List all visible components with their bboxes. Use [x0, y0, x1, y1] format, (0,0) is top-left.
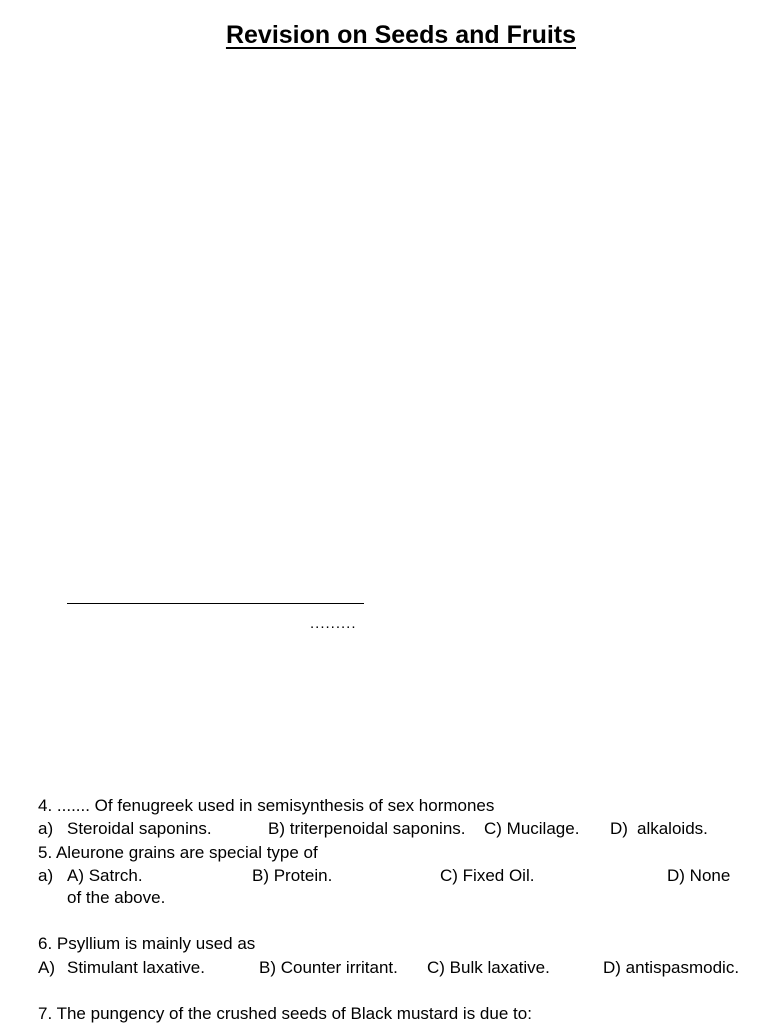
- page-title: [0, 18, 768, 52]
- question-6-option-a-marker: A): [38, 958, 55, 977]
- question-4-option-d-marker: D): [610, 819, 628, 838]
- question-7-stem: 7. The pungency of the crushed seeds of Black mustard is due to:: [38, 1004, 532, 1023]
- question-5-stem: 5. Aleurone grains are special type of: [38, 843, 318, 862]
- question-6-stem: 6. Psyllium is mainly used as: [38, 934, 256, 953]
- question-4-option-a-marker: a): [38, 819, 54, 838]
- question-4-option-b: B) triterpenoidal saponins.: [268, 819, 466, 838]
- question-6-option-b: B) Counter irritant.: [259, 958, 398, 977]
- question-6-option-c: C) Bulk laxative.: [427, 958, 550, 977]
- question-6-option-a: Stimulant laxative.: [67, 958, 205, 977]
- question-5-option-d: D) None: [667, 866, 731, 885]
- question-4-option-a: Steroidal saponins.: [67, 819, 212, 838]
- question-4-option-c: C) Mucilage.: [484, 819, 580, 838]
- page-title-text: Revision on Seeds and Fruits: [225, 21, 577, 49]
- question-4-stem: 4. ....... Of fenugreek used in semisynthesis of sex hormones: [38, 796, 495, 815]
- answer-blank-dots: .........: [310, 615, 357, 632]
- question-5-option-b: B) Protein.: [252, 866, 333, 885]
- answer-blank-line: [67, 603, 364, 604]
- question-5-option-marker: a): [38, 866, 54, 885]
- question-5-option-a: A) Satrch.: [67, 866, 143, 885]
- question-5-option-c: C) Fixed Oil.: [440, 866, 535, 885]
- question-5-option-d-continued: of the above.: [67, 888, 166, 907]
- question-4-option-d: alkaloids.: [637, 819, 708, 838]
- question-6-option-d: D) antispasmodic.: [603, 958, 740, 977]
